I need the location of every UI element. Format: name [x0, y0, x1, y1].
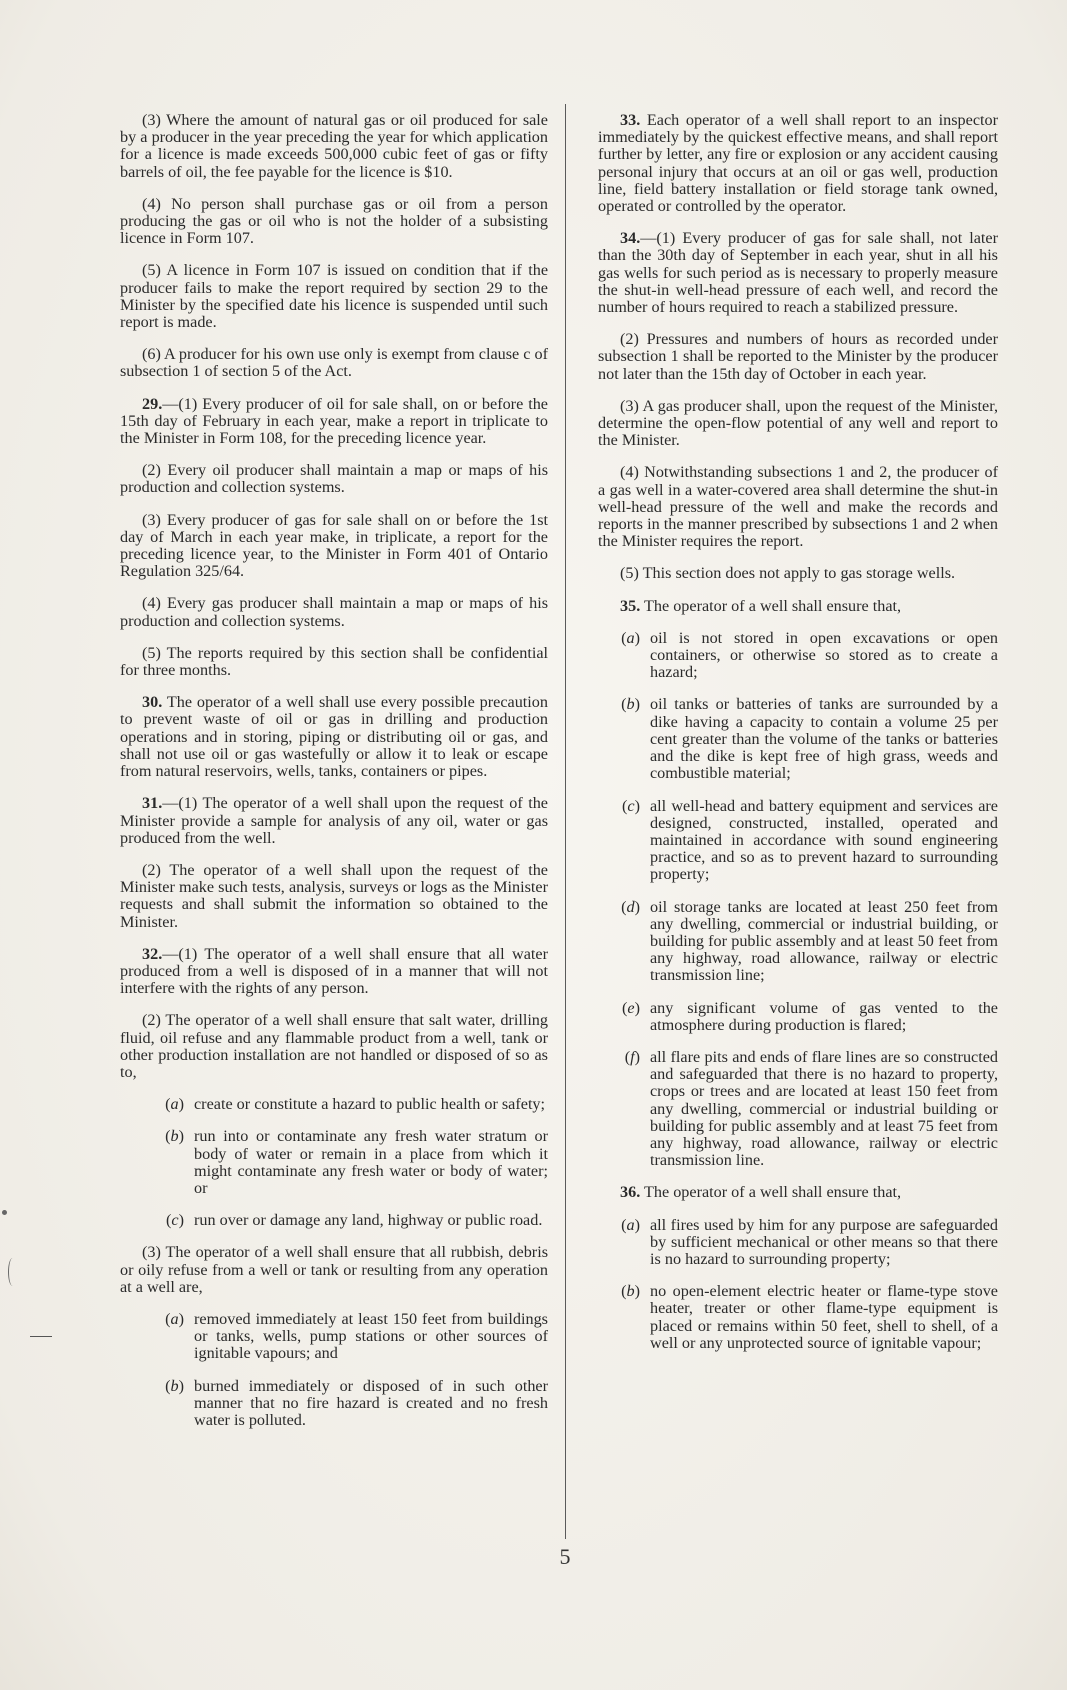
section-32-3: (3) The operator of a well shall ensure that all rubbish, debris or oily refuse from a well or tank or resulting from any operation at a well are, [120, 1243, 548, 1296]
section-number: 30. [142, 693, 163, 712]
section-number: 32. [142, 944, 163, 963]
section-29-3: (3) Every producer of gas for sale shall on or before the 1st day of March in each year make, in triplicate, a report for the preceding licence year, to the Minister in Form 401 of Ontario Regulation 325/64. [120, 510, 548, 581]
section-35: 35. The operator of a well shall ensure that, [620, 596, 902, 615]
section-29-2: (2) Every oil producer shall maintain a map or maps of his production and collection systems. [120, 461, 548, 497]
section-34-3: (3) A gas producer shall, upon the request of the Minister, determine the open-flow potential of any well and report to the Minister. [598, 396, 998, 450]
paragraph-28-5: (5) A licence in Form 107 is issued on condition that if the producer fails to make the report required by section 29 to the Minister by the specified date his licence is suspended until such report is made. [120, 261, 548, 332]
section-31-1: 31.—(1) The operator of a well shall upon the request of the Minister provide a sample for analysis of any oil, water or gas produced from the well. [120, 794, 548, 847]
margin-dot [2, 1210, 7, 1215]
section-number: 36. [620, 1183, 641, 1202]
section-29-1: 29.—(1) Every producer of oil for sale shall, on or before the 15th day of February in each year, make a report in triplicate to the Minister in Form 108, for the preceding licence year. [120, 394, 548, 448]
clause-35-b: (b) oil tanks or batteries of tanks are surrounded by a dike having a capacity to contain a volume 25 per cent greater than the volume of the tanks or batteries and the dike is kept free of high grass, weeds and combustible material; [621, 695, 998, 783]
section-32-1: 32.—(1) The operator of a well shall ensure that all water produced from a well is disposed of in a manner that will not interfere with the rights of any person. [120, 944, 548, 998]
section-34-5: (5) This section does not apply to gas storage wells. [620, 564, 956, 583]
section-number: 31. [142, 794, 163, 813]
section-36: 36. The operator of a well shall ensure that, [620, 1183, 902, 1202]
margin-dash [30, 1336, 52, 1337]
paragraph-28-3: (3) Where the amount of natural gas or oil produced for sale by a producer in the year preceding the year for which application for a licence is made exceeds 500,000 cubic feet of gas or fifty barrels of oil, the fee payable for the licence is $10. [120, 111, 548, 181]
right-column [598, 112, 998, 1367]
clause-35-a: (a) oil is not stored in open excavations or open containers, or otherwise so stored as to create a hazard; [621, 628, 998, 682]
clause-32-3-a: (a) removed immediately at least 150 feet from buildings or tanks, wells, pump stations or other sources of ignitable vapours; and [165, 1309, 548, 1363]
clause-35-d: (d) oil storage tanks are located at least 250 feet from any dwelling, commercial or industrial building, or building for public assembly and at least 50 feet from any highway, road allowance, railway or electric transmission line; [621, 897, 998, 985]
margin-pencil-mark [8, 1258, 17, 1286]
section-29-4: (4) Every gas producer shall maintain a map or maps of his production and collection systems. [120, 594, 548, 630]
section-34-1: 34.—(1) Every producer of gas for sale shall, not later than the 30th day of September in each year, shut in all his gas wells for such period as is necessary to properly measure the shut-in well-head pressure of each well, and record the number of hours required to reach a stabilized pressure. [598, 229, 998, 317]
section-32-2: (2) The operator of a well shall ensure that salt water, drilling fluid, oil refuse and any flammable product from a well, tank or other production installation are not handled or disposed of so as to, [120, 1011, 548, 1081]
section-33: 33. Each operator of a well shall report to an inspector immediately by the quickest effective means, and shall report further by letter, any fire or explosion or any accident causing personal injury that occurs at an oil or gas well, production line, field battery installation or field storage tank owned, operated or controlled by the operator. [598, 111, 998, 216]
section-34-4: (4) Notwithstanding subsections 1 and 2, the producer of a gas well in a water-covered area shall determine the shut-in well-head pressure of the well and make the records and reports in the manner prescribed by subsections 1 and 2 when the Minister requires the report. [598, 463, 998, 551]
section-number: 29. [142, 394, 163, 413]
section-31-2: (2) The operator of a well shall upon the request of the Minister make such tests, analysis, surveys or logs as the Minister requests and shall submit the information so obtained to the Minister. [120, 860, 548, 931]
clause-32-3-b: (b) burned immediately or disposed of in such other manner that no fire hazard is created and no fresh water is polluted. [165, 1376, 548, 1429]
section-30: 30. The operator of a well shall use every possible precaution to prevent waste of oil or gas in drilling and production operations and in storing, piping or distributing oil or gas, and shall not use oil or gas wastefully or allow it to leak or escape from natural reservoirs, wells, tanks, containers or pipes. [120, 693, 548, 781]
clause-35-e: (e) any significant volume of gas vented to the atmosphere during production is flared; [622, 998, 998, 1034]
clause-32-2-b: (b) run into or contaminate any fresh water stratum or body of water or remain in a place from which it might contaminate any fresh water or body of water; or [165, 1127, 548, 1197]
column-divider [565, 104, 566, 1539]
paragraph-28-6: (6) A producer for his own use only is exempt from clause c of subsection 1 of section 5 of the Act. [120, 345, 548, 381]
page-number: 5 [559, 1544, 571, 1569]
section-29-5: (5) The reports required by this section shall be confidential for three months. [120, 643, 548, 680]
section-34-2: (2) Pressures and numbers of hours as recorded under subsection 1 shall be reported to the Minister by the producer not later than the 15th day of October in each year. [598, 330, 998, 383]
clause-36-b: (b) no open-element electric heater or flame-type stove heater, treater or other flame-type equipment is placed or remains within 50 feet, shell to shell, of a well or any unprotected source of ignitable vapour; [621, 1282, 998, 1352]
clause-32-2-a: (a) create or constitute a hazard to public health or safety; [165, 1095, 546, 1114]
section-number: 34. [620, 229, 641, 248]
paragraph-28-4: (4) No person shall purchase gas or oil from a person producing the gas or oil who is not the holder of a subsisting licence in Form 107. [120, 194, 548, 248]
clause-35-f: (f) all flare pits and ends of flare lines are so constructed and safeguarded that there is no hazard to property, crops or trees and are located at least 150 feet from any dwelling, commercial or industrial building or building for public assembly and at least 75 feet from any highway, road allowance, railway or electric transmission line. [624, 1047, 998, 1170]
clause-32-2-c: (c) run over or damage any land, highway or public road. [166, 1211, 543, 1230]
clause-36-a: (a) all fires used by him for any purpose are safeguarded by sufficient mechanical or other means so that there is no hazard to surrounding property; [621, 1215, 998, 1268]
clause-35-c: (c) all well-head and battery equipment and services are designed, constructed, installed, operated and maintained in accordance with sound engineering practice, and so as to prevent hazard to surrounding property; [622, 796, 998, 884]
left-column [120, 112, 548, 1444]
section-number: 35. [620, 596, 641, 615]
section-number: 33. [620, 111, 641, 129]
